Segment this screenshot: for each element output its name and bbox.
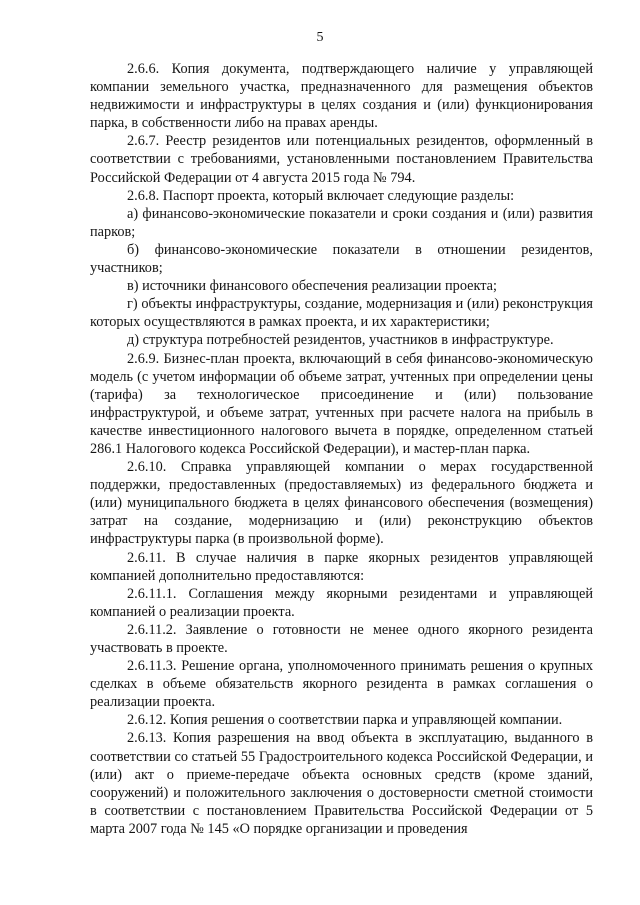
- paragraph-2-6-7: 2.6.7. Реестр резидентов или потенциальных резидентов, оформленный в соответствии с требованиями, установленными постановлением Правительства Российской Федерации от 4 августа 2015 года № 794.: [90, 133, 593, 186]
- paragraph-2-6-11-2: 2.6.11.2. Заявление о готовности не менее одного якорного резидента участвовать в проекте.: [90, 621, 593, 656]
- paragraph-2-6-11-3: 2.6.11.3. Решение органа, уполномоченного принимать решения о крупных сделках в объеме обязательств якорного резидента в рамках соглашения о реализации проекта.: [90, 658, 593, 711]
- list-item-b: б) финансово-экономические показатели в отношении резидентов, участников;: [90, 241, 593, 277]
- paragraph-2-6-11-1: 2.6.11.1. Соглашения между якорными резидентами и управляющей компанией о реализации проекта.: [90, 585, 593, 620]
- list-item-d: д) структура потребностей резидентов, участников в инфраструктуре.: [127, 332, 554, 349]
- paragraph-2-6-8: 2.6.8. Паспорт проекта, который включает следующие разделы:: [127, 187, 515, 204]
- paragraph-2-6-9: 2.6.9. Бизнес-план проекта, включающий в себя финансово-экономическую модель (с учетом информации об объеме затрат, учтенных при определении цены (тарифа) за технологическое присоединение и (или) пользование инфраструктурой, и объеме затрат, учтенных при расчете налога на прибыль в качестве инвестиционного налогового вычета в порядке, определенном статьей 286.1 Налогового кодекса Российской Федерации), и мастер-план парка.: [90, 350, 593, 457]
- document-body: [90, 60, 593, 838]
- paragraph-2-6-12: 2.6.12. Копия решения о соответствии парка и управляющей компании.: [127, 712, 563, 729]
- paragraph-2-6-13: 2.6.13. Копия разрешения на ввод объекта в эксплуатацию, выданного в соответствии со статьей 55 Градостроительного кодекса Российской Федерации, и (или) акт о приеме-передаче объекта основных средств (кроме зданий, сооружений) и положительного заключения о достоверности сметной стоимости в соответствии с постановлением Правительства Российской Федерации от 5 марта 2007 года № 145 «О порядке организации и проведения: [90, 730, 593, 837]
- paragraph-2-6-11: 2.6.11. В случае наличия в парке якорных резидентов управляющей компанией дополнительно предоставляются:: [90, 549, 593, 584]
- list-item-a: а) финансово-экономические показатели и сроки создания и (или) развития парков;: [90, 205, 593, 240]
- paragraph-2-6-6: 2.6.6. Копия документа, подтверждающего наличие у управляющей компании земельного участка, предназначенного для размещения объектов недвижимости и инфраструктуры в целях создания и (или) функционирования парка, в собственности либо на правах аренды.: [90, 61, 593, 132]
- page-number: 5: [316, 30, 324, 45]
- list-item-g: г) объекты инфраструктуры, создание, модернизация и (или) реконструкция которых осуществляются в рамках проекта, и их характеристики;: [90, 296, 593, 331]
- paragraph-2-6-10: 2.6.10. Справка управляющей компании о мерах государственной поддержки, предоставленных (предоставляемых) из федерального бюджета и (или) муниципального бюджета в целях финансового обеспечения (возмещения) затрат на создание, модернизацию и (или) реконструкцию объектов инфраструктуры парка (в произвольной форме).: [90, 459, 593, 548]
- list-item-v: в) источники финансового обеспечения реализации проекта;: [127, 278, 497, 295]
